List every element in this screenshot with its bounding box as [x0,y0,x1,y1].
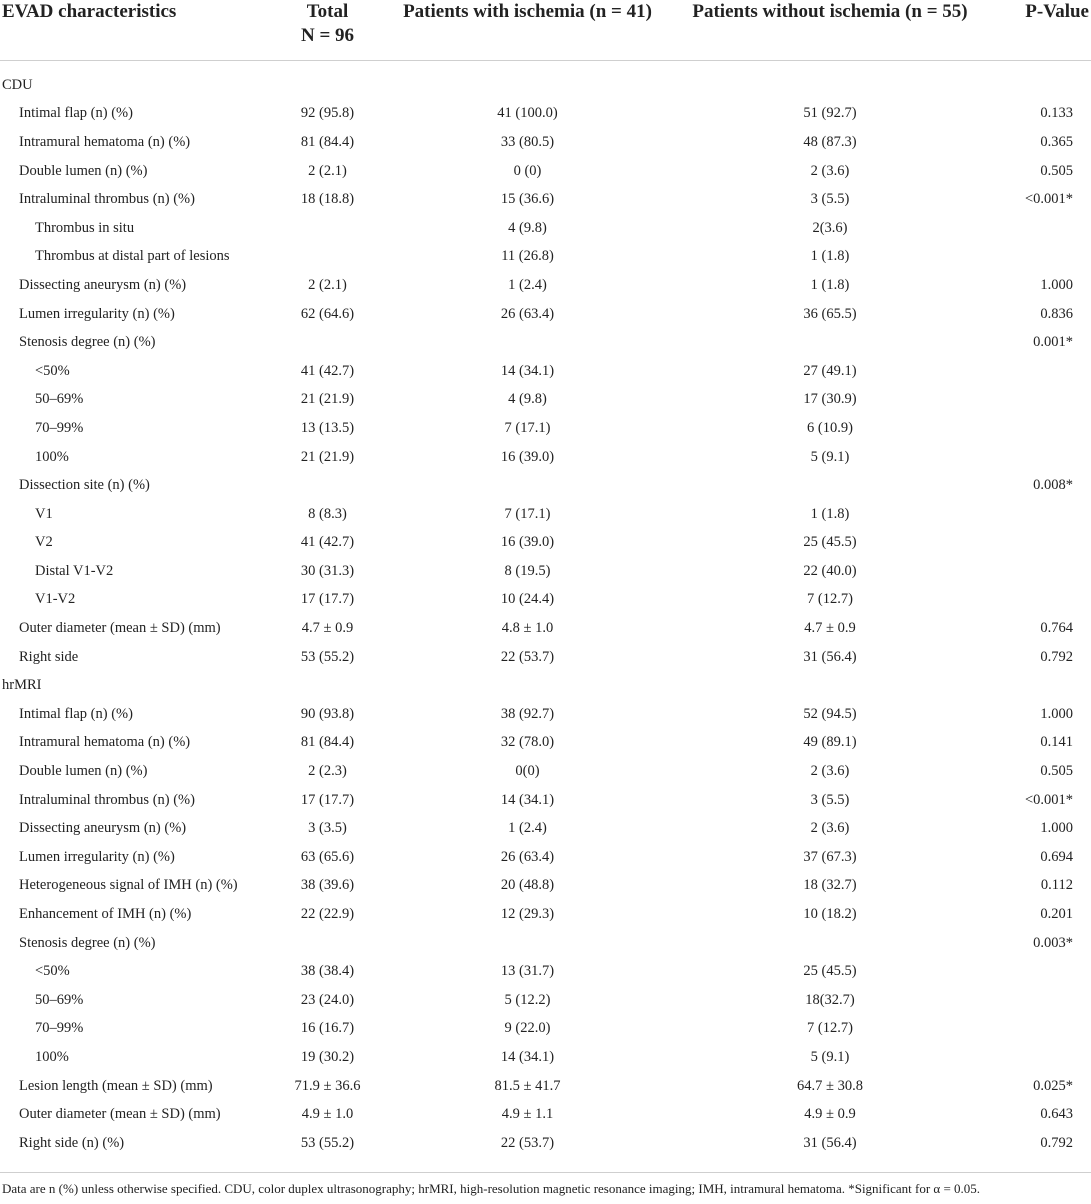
cell-p-value: 0.836 [1040,305,1073,322]
cell-with-ischemia: 7 (17.1) [504,419,551,436]
cell-total: 13 (13.5) [300,419,355,436]
row-label: Heterogeneous signal of IMH (n) (%) [19,877,238,894]
cell-total [265,471,390,500]
cell-p-value: 0.505 [1040,162,1073,179]
row-label: Lumen irregularity (n) (%) [19,848,175,865]
row-label: <50% [35,963,70,980]
row-label: Dissecting aneurysm (n) (%) [19,276,187,293]
table-row [0,757,1091,786]
cell-p-value: 0.694 [1040,848,1073,865]
cell-without-ischemia [665,61,995,100]
cell-total: 90 (93.8) [300,705,355,722]
cell-p-value: 0.008* [1033,477,1073,494]
table-row [0,900,1091,929]
cell-with-ischemia: 20 (48.8) [500,877,555,894]
cell-total: 8 (8.3) [308,505,347,522]
cell-p-value [995,357,1091,386]
cell-total [265,214,390,243]
cell-with-ischemia: 1 (2.4) [508,820,547,837]
cell-p-value: 0.133 [1040,105,1073,122]
cell-p-value: 1.000 [1040,705,1073,722]
table-row [0,243,1091,272]
cell-total: 17 (17.7) [300,591,355,608]
cell-without-ischemia: 49 (89.1) [803,734,857,751]
cell-with-ischemia: 14 (34.1) [500,791,555,808]
cell-total: 2 (2.3) [308,763,347,780]
table-row [0,1072,1091,1101]
table-row [0,814,1091,843]
table-row [0,729,1091,758]
cell-with-ischemia: 0(0) [515,763,540,780]
table-row [0,500,1091,529]
cell-p-value: 0.505 [1040,763,1073,780]
row-label: V1-V2 [35,591,76,608]
cell-p-value: <0.001* [1024,191,1073,208]
table-row [0,214,1091,243]
cell-without-ischemia: 22 (40.0) [803,562,857,579]
row-label: Lesion length (mean ± SD) (mm) [19,1077,213,1094]
cell-total: 41 (42.7) [300,534,355,551]
row-label: Intimal flap (n) (%) [19,705,133,722]
cell-without-ischemia: 17 (30.9) [803,391,857,408]
cell-with-ischemia: 1 (2.4) [508,276,547,293]
row-label: 50–69% [35,391,84,408]
cell-without-ischemia: 5 (9.1) [810,1048,850,1065]
cell-without-ischemia: 2(3.6) [812,219,848,236]
cell-p-value: 0.643 [1040,1106,1073,1123]
cell-p-value: 0.365 [1040,133,1073,150]
table-row [0,300,1091,329]
cell-p-value [995,986,1091,1015]
cell-with-ischemia: 8 (19.5) [504,562,551,579]
row-label: Intramural hematoma (n) (%) [19,734,191,751]
cell-total: 63 (65.6) [300,848,355,865]
table-row [0,357,1091,386]
cell-total: 2 (2.1) [308,162,347,179]
table-row [0,185,1091,214]
table-row [0,443,1091,472]
cell-total: 21 (21.9) [300,448,355,465]
table-row [0,61,1091,100]
cell-total: 17 (17.7) [300,791,355,808]
cell-without-ischemia: 3 (5.5) [810,791,850,808]
cell-total: 92 (95.8) [300,105,355,122]
cell-with-ischemia: 22 (53.7) [500,1134,555,1151]
cell-without-ischemia: 37 (67.3) [803,848,857,865]
table-row [0,671,1091,700]
header-with-ischemia: Patients with ischemia (n = 41) [390,0,665,61]
cell-total: 18 (18.8) [300,191,355,208]
table-row [0,414,1091,443]
cell-total [265,929,390,958]
cell-p-value: <0.001* [1024,791,1073,808]
cell-without-ischemia: 4.7 ± 0.9 [804,620,856,637]
table-row [0,157,1091,186]
row-label: Dissection site (n) (%) [19,477,150,494]
table-row [0,614,1091,643]
row-label: Stenosis degree (n) (%) [19,334,156,351]
cell-total: 81 (84.4) [300,133,355,150]
cell-p-value [995,500,1091,529]
table-row [0,271,1091,300]
table-row [0,843,1091,872]
row-label: Stenosis degree (n) (%) [19,934,156,951]
cell-p-value [995,386,1091,415]
cell-with-ischemia: 4 (9.8) [508,219,547,236]
header-total-n: N = 96 [300,25,355,46]
cell-with-ischemia: 9 (22.0) [504,1020,551,1037]
cell-without-ischemia [665,471,995,500]
cell-total: 38 (38.4) [300,963,355,980]
cell-with-ischemia [390,929,665,958]
header-without-ischemia: Patients without ischemia (n = 55) [665,0,995,61]
cell-with-ischemia [390,671,665,700]
cell-without-ischemia: 2 (3.6) [810,763,850,780]
cell-p-value [995,243,1091,272]
row-label: CDU [2,76,33,93]
table-row [0,386,1091,415]
row-label: Right side (n) (%) [19,1134,125,1151]
row-label: Double lumen (n) (%) [19,162,148,179]
cell-total: 71.9 ± 36.6 [294,1077,361,1094]
cell-with-ischemia: 0 (0) [513,162,542,179]
cell-without-ischemia: 64.7 ± 30.8 [797,1077,863,1094]
table-footnote: Data are n (%) unless otherwise specified. CDU, color duplex ultrasonography; hrMRI, high-resolution magnetic resonance imaging; IMH, intramural hematoma. *Significant for α = 0.05. [0,1172,1091,1197]
cell-p-value: 0.792 [1040,1134,1073,1151]
cell-p-value: 0.025* [1033,1077,1073,1094]
cell-total: 53 (55.2) [300,1134,355,1151]
row-label: Enhancement of IMH (n) (%) [19,906,192,923]
table-row [0,128,1091,157]
cell-without-ischemia: 18(32.7) [805,991,855,1008]
cell-with-ischemia: 12 (29.3) [500,906,555,923]
cell-without-ischemia: 48 (87.3) [803,133,857,150]
cell-total [265,671,390,700]
cell-p-value [995,1015,1091,1044]
row-label: Thrombus at distal part of lesions [35,248,230,265]
row-label: Outer diameter (mean ± SD) (mm) [19,1106,221,1123]
cell-p-value [995,957,1091,986]
cell-p-value: 0.792 [1040,648,1073,665]
table-row [0,643,1091,672]
cell-p-value: 1.000 [1040,276,1073,293]
table-row [0,557,1091,586]
cell-p-value: 0.003* [1033,934,1073,951]
cell-with-ischemia: 16 (39.0) [500,448,555,465]
cell-with-ischemia: 22 (53.7) [500,648,555,665]
table-row [0,100,1091,129]
cell-with-ischemia: 11 (26.8) [501,248,554,265]
cell-total: 21 (21.9) [300,391,355,408]
table-row [0,929,1091,958]
cell-with-ischemia: 13 (31.7) [500,963,555,980]
cell-with-ischemia: 16 (39.0) [500,534,555,551]
cell-with-ischemia: 26 (63.4) [500,848,555,865]
cell-with-ischemia: 14 (34.1) [500,1048,555,1065]
table-row [0,957,1091,986]
cell-without-ischemia: 3 (5.5) [810,191,850,208]
cell-without-ischemia: 31 (56.4) [803,648,857,665]
row-label: Thrombus in situ [35,219,135,236]
cell-without-ischemia: 36 (65.5) [803,305,857,322]
header-p-value: P-Value [995,0,1091,61]
row-label: V1 [35,505,53,522]
cell-p-value [995,61,1091,100]
row-label: 70–99% [35,1020,84,1037]
table-row [0,700,1091,729]
cell-without-ischemia: 52 (94.5) [803,705,857,722]
cell-with-ischemia [390,328,665,357]
row-label: Dissecting aneurysm (n) (%) [19,820,187,837]
row-label: 100% [35,448,69,465]
cell-without-ischemia: 1 (1.8) [810,276,850,293]
cell-total: 22 (22.9) [300,906,355,923]
row-label: 100% [35,1048,69,1065]
cell-without-ischemia: 7 (12.7) [807,1020,853,1037]
row-label: Distal V1-V2 [35,562,114,579]
cell-without-ischemia [665,328,995,357]
cell-with-ischemia: 4.9 ± 1.1 [501,1106,554,1123]
table-row [0,986,1091,1015]
header-total-label: Total [306,1,349,22]
cell-p-value [995,1043,1091,1072]
cell-with-ischemia [390,471,665,500]
cell-total [265,243,390,272]
cell-without-ischemia: 1 (1.8) [810,505,850,522]
cell-p-value [995,557,1091,586]
cell-total: 53 (55.2) [300,648,355,665]
cell-p-value: 0.001* [1033,334,1073,351]
table-row [0,471,1091,500]
cell-with-ischemia: 32 (78.0) [500,734,555,751]
table-row [0,1129,1091,1158]
cell-without-ischemia: 7 (12.7) [807,591,853,608]
cell-total: 81 (84.4) [300,734,355,751]
cell-with-ischemia: 33 (80.5) [500,133,555,150]
cell-total: 4.9 ± 1.0 [301,1106,354,1123]
table-row [0,328,1091,357]
cell-without-ischemia [665,929,995,958]
row-label: 70–99% [35,419,84,436]
cell-total: 23 (24.0) [300,991,355,1008]
row-label: Right side [19,648,79,665]
cell-p-value: 0.112 [1040,877,1073,894]
cell-with-ischemia: 26 (63.4) [500,305,555,322]
table-row [0,586,1091,615]
header-characteristics: EVAD characteristics [0,0,265,61]
cell-without-ischemia: 1 (1.8) [810,248,850,265]
table-body [0,61,1091,1158]
cell-without-ischemia [665,671,995,700]
cell-without-ischemia: 5 (9.1) [810,448,850,465]
cell-with-ischemia: 10 (24.4) [500,591,555,608]
cell-p-value [995,529,1091,558]
row-label: Lumen irregularity (n) (%) [19,305,175,322]
cell-with-ischemia: 38 (92.7) [500,705,555,722]
row-label: 50–69% [35,991,84,1008]
cell-without-ischemia: 31 (56.4) [803,1134,857,1151]
cell-total [265,61,390,100]
cell-with-ischemia: 81.5 ± 41.7 [494,1077,561,1094]
cell-without-ischemia: 25 (45.5) [803,534,857,551]
cell-with-ischemia: 4 (9.8) [508,391,547,408]
table-row [0,872,1091,901]
cell-total [265,328,390,357]
cell-total: 62 (64.6) [300,305,355,322]
cell-with-ischemia: 7 (17.1) [504,505,551,522]
cell-without-ischemia: 27 (49.1) [803,362,857,379]
table-row [0,786,1091,815]
cell-p-value: 1.000 [1040,820,1073,837]
table-row [0,1043,1091,1072]
row-label: Intraluminal thrombus (n) (%) [19,791,195,808]
row-label: V2 [35,534,53,551]
cell-without-ischemia: 10 (18.2) [803,906,857,923]
cell-without-ischemia: 51 (92.7) [803,105,857,122]
cell-with-ischemia: 15 (36.6) [500,191,555,208]
cell-without-ischemia: 6 (10.9) [807,419,853,436]
cell-with-ischemia: 4.8 ± 1.0 [501,620,554,637]
cell-total: 38 (39.6) [300,877,355,894]
row-label: <50% [35,362,70,379]
row-label: hrMRI [2,677,42,694]
cell-p-value [995,586,1091,615]
cell-without-ischemia: 4.9 ± 0.9 [804,1106,856,1123]
cell-p-value: 0.201 [1040,906,1073,923]
cell-total: 4.7 ± 0.9 [301,620,354,637]
cell-p-value [995,214,1091,243]
cell-total: 41 (42.7) [300,362,355,379]
row-label: Intramural hematoma (n) (%) [19,133,191,150]
cell-with-ischemia: 41 (100.0) [497,105,558,122]
cell-without-ischemia: 18 (32.7) [803,877,857,894]
row-label: Outer diameter (mean ± SD) (mm) [19,620,221,637]
row-label: Double lumen (n) (%) [19,763,148,780]
cell-without-ischemia: 25 (45.5) [803,963,857,980]
cell-total: 16 (16.7) [300,1020,355,1037]
row-label: Intimal flap (n) (%) [19,105,133,122]
cell-total: 30 (31.3) [300,562,355,579]
cell-with-ischemia: 5 (12.2) [504,991,551,1008]
cell-total: 2 (2.1) [308,276,347,293]
cell-total: 3 (3.5) [308,820,347,837]
cell-with-ischemia [390,61,665,100]
cell-p-value: 0.764 [1040,620,1073,637]
table-row [0,529,1091,558]
cell-with-ischemia: 14 (34.1) [500,362,555,379]
cell-p-value: 0.141 [1040,734,1073,751]
cell-total: 19 (30.2) [300,1048,355,1065]
header-total [265,0,390,61]
cell-without-ischemia: 2 (3.6) [810,162,850,179]
cell-p-value [995,671,1091,700]
cell-p-value [995,443,1091,472]
table-row [0,1100,1091,1129]
table-row [0,1015,1091,1044]
cell-p-value [995,414,1091,443]
cell-without-ischemia: 2 (3.6) [810,820,850,837]
table-header-row [0,0,1091,61]
row-label: Intraluminal thrombus (n) (%) [19,191,195,208]
